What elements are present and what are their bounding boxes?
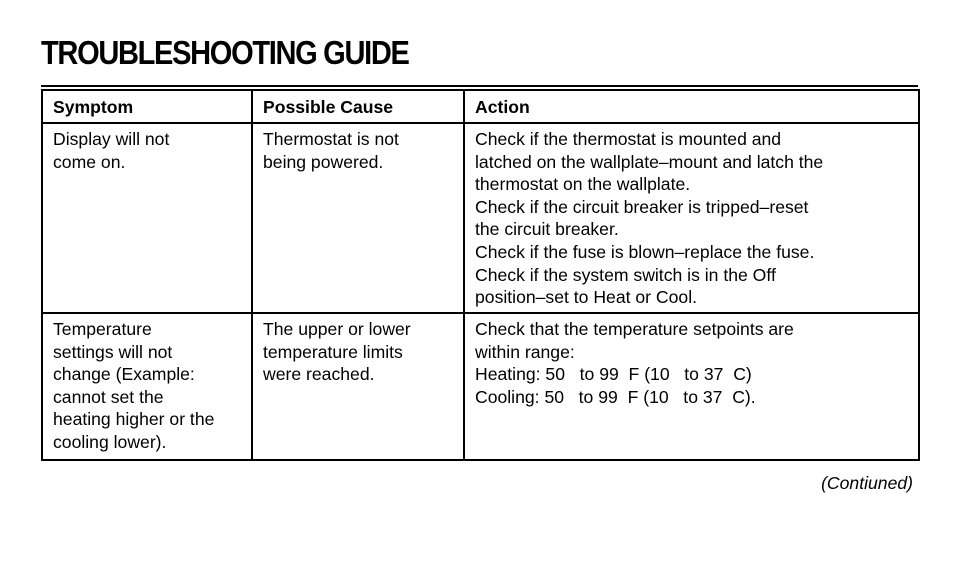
- cause-cell: [252, 313, 464, 460]
- action-line: Check that the temperature setpoints are: [475, 319, 794, 339]
- action-line: within range:: [475, 341, 575, 362]
- action-line: Check if the thermostat is mounted and: [475, 129, 782, 149]
- table-header-row: [42, 90, 919, 123]
- symptom-cell: [42, 123, 252, 313]
- symptom-line: cooling lower).: [53, 431, 167, 452]
- symptom-line: cannot set the: [53, 386, 164, 407]
- action-line: Cooling: 50 to 99 F (10 to 37 C).: [475, 386, 756, 407]
- symptom-line: Temperature: [53, 319, 152, 339]
- cause-line: Thermostat is not: [263, 129, 399, 149]
- header-symptom: Symptom: [42, 90, 252, 123]
- troubleshooting-table: [41, 89, 920, 461]
- symptom-cell: [42, 313, 252, 460]
- symptom-line: Display will not: [53, 129, 170, 149]
- cause-cell: [252, 123, 464, 313]
- action-line: Heating: 50 to 99 F (10 to 37 C): [475, 364, 752, 385]
- symptom-line: change (Example:: [53, 364, 195, 385]
- page-title: TROUBLESHOOTING GUIDE: [41, 34, 409, 71]
- header-possible-cause: Possible Cause: [252, 90, 464, 123]
- header-action: Action: [464, 90, 919, 123]
- table-row: [42, 313, 919, 460]
- cause-line: were reached.: [263, 364, 375, 385]
- action-line: position–set to Heat or Cool.: [475, 287, 698, 308]
- action-line: Check if the circuit breaker is tripped–reset: [475, 196, 809, 217]
- continued-note: (Contiuned): [821, 473, 913, 493]
- cause-line: The upper or lower: [263, 319, 411, 339]
- table-row: [42, 123, 919, 313]
- cause-line: temperature limits: [263, 341, 403, 362]
- action-cell: [464, 313, 919, 460]
- symptom-line: settings will not: [53, 341, 173, 362]
- symptom-line: heating higher or the: [53, 409, 215, 430]
- action-line: thermostat on the wallplate.: [475, 174, 691, 195]
- cause-line: being powered.: [263, 151, 384, 172]
- title-divider: [41, 85, 918, 87]
- action-line: latched on the wallplate–mount and latch the: [475, 151, 824, 172]
- action-line: the circuit breaker.: [475, 219, 619, 240]
- action-line: Check if the system switch is in the Off: [475, 264, 776, 285]
- action-cell: [464, 123, 919, 313]
- symptom-line: come on.: [53, 151, 126, 172]
- action-line: Check if the fuse is blown–replace the fuse.: [475, 241, 815, 262]
